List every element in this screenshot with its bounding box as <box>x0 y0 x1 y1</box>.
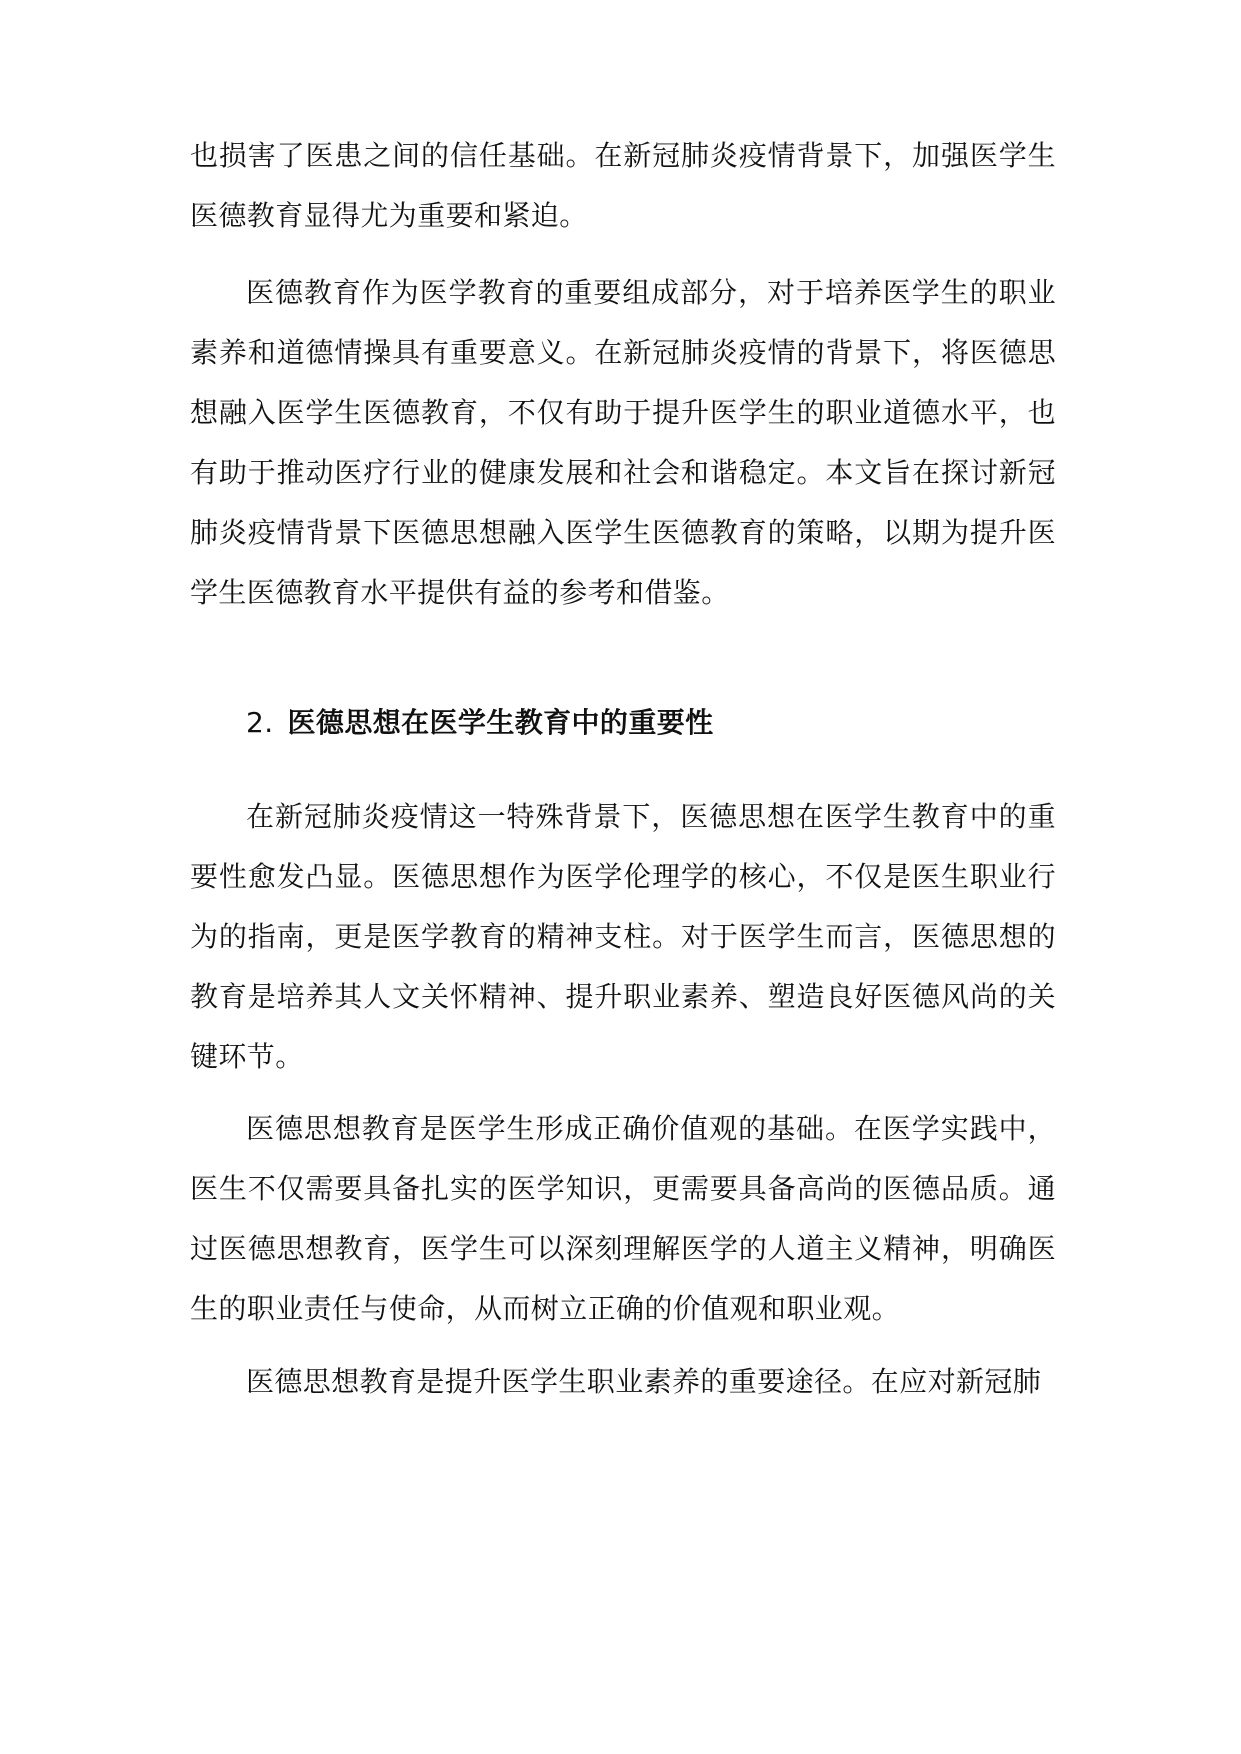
section-number: 2. <box>246 706 274 739</box>
section-heading <box>246 693 1046 753</box>
paragraph-continuation: 也损害了医患之间的信任基础。在新冠肺炎疫情背景下，加强医学生医德教育显得尤为重要和紧迫。 <box>190 139 1056 232</box>
paragraph-introduction: 医德教育作为医学教育的重要组成部分，对于培养医学生的职业素养和道德情操具有重要意义。在新冠肺炎疫情的背景下，将医德思想融入医学生医德教育，不仅有助于提升医学生的职业道德水平，也有助于推动医疗行业的健康发展和社会和谐稳定。本文旨在探讨新冠肺炎疫情背景下医德思想融入医学生医德教育的策略，以期为提升医学生医德教育水平提供有益的参考和借鉴。 <box>190 276 1056 609</box>
paragraph-importance-overview: 在新冠肺炎疫情这一特殊背景下，医德思想在医学生教育中的重要性愈发凸显。医德思想作为医学伦理学的核心，不仅是医生职业行为的指南，更是医学教育的精神支柱。对于医学生而言，医德思想的教育是培养其人文关怀精神、提升职业素养、塑造良好医德风尚的关键环节。 <box>190 800 1056 1073</box>
paragraph-values-foundation: 医德思想教育是医学生形成正确价值观的基础。在医学实践中，医生不仅需要具备扎实的医学知识，更需要具备高尚的医德品质。通过医德思想教育，医学生可以深刻理解医学的人道主义精神，明确医生的职业责任与使命，从而树立正确的价值观和职业观。 <box>190 1112 1056 1325</box>
section-title: 医德思想在医学生教育中的重要性 <box>287 706 714 739</box>
paragraph-professional-literacy: 医德思想教育是提升医学生职业素养的重要途径。在应对新冠肺 <box>246 1365 1042 1398</box>
